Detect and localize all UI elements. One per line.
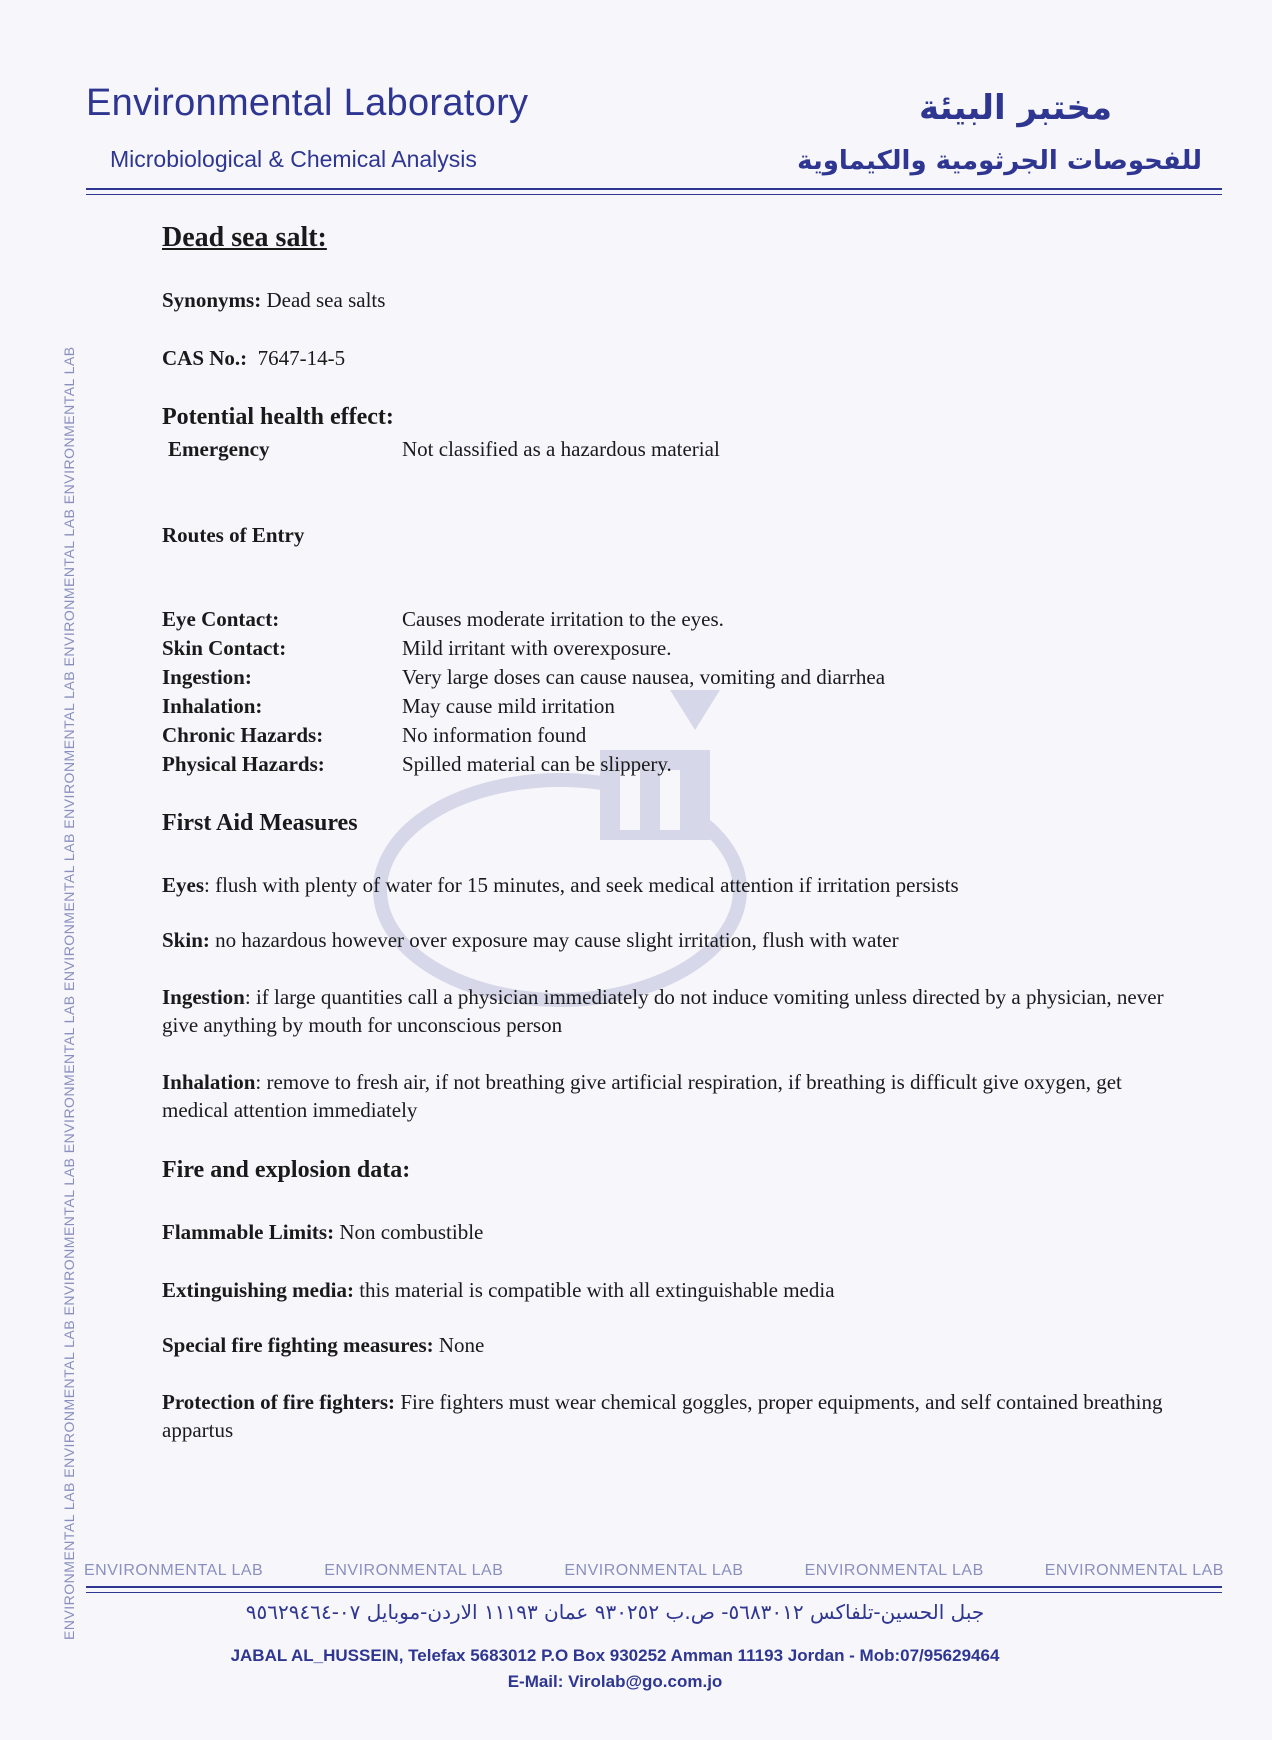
synonyms-line <box>162 288 385 313</box>
header-rule-thin <box>86 194 1222 195</box>
routes-heading: Routes of Entry <box>162 523 305 547</box>
fire-item <box>162 1331 1172 1359</box>
emergency-label: Emergency <box>168 437 270 461</box>
fire-value: Non combustible <box>339 1220 484 1244</box>
first-aid-item <box>162 1068 1172 1124</box>
synonyms-label: Synonyms: <box>162 288 262 312</box>
route-label: Skin Contact: <box>162 636 287 660</box>
fire-item <box>162 1276 1172 1304</box>
cas-line <box>162 346 345 371</box>
route-value: Very large doses can cause nausea, vomiting and diarrhea <box>402 665 886 689</box>
footer-watermark-text: ENVIRONMENTAL LAB <box>804 1562 984 1579</box>
emergency-value: Not classified as a hazardous material <box>402 437 720 461</box>
fire-label: Flammable Limits: <box>162 1220 335 1244</box>
fire-value: None <box>438 1333 485 1357</box>
footer-rule-thin <box>86 1592 1222 1593</box>
first-aid-value: remove to fresh air, if not breathing give artificial respiration, if breathing is difficult give oxygen, get medical attention immediately <box>162 1070 1122 1122</box>
route-label: Eye Contact: <box>162 607 280 631</box>
first-aid-value: flush with plenty of water for 15 minutes, and seek medical attention if irritation persists <box>215 873 959 897</box>
first-aid-sep: : <box>244 985 256 1009</box>
route-value: No information found <box>402 723 587 747</box>
footer-address-en: JABAL AL_HUSSEIN, Telefax 5683012 P.O Box 930252 Amman 11193 Jordan - Mob:07/95629464 <box>230 1646 1000 1665</box>
footer-rule <box>86 1586 1222 1588</box>
route-label: Chronic Hazards: <box>162 723 324 747</box>
doc-title: Dead sea salt: <box>162 222 327 253</box>
health-heading: Potential health effect: <box>162 404 394 430</box>
lab-name-en: Environmental Laboratory <box>86 82 529 124</box>
first-aid-heading: First Aid Measures <box>162 810 358 836</box>
fire-item <box>162 1218 1172 1246</box>
first-aid-item <box>162 871 1172 899</box>
footer-watermark-text: ENVIRONMENTAL LAB <box>84 1562 264 1579</box>
route-label: Physical Hazards: <box>162 752 325 776</box>
cas-label: CAS No.: <box>162 346 248 370</box>
first-aid-sep: : <box>255 1070 267 1094</box>
route-value: Mild irritant with overexposure. <box>402 636 672 660</box>
lab-subtitle-ar: للفحوصات الجرثومية والكيماوية <box>797 146 1202 176</box>
footer-watermark-row <box>84 1562 1224 1580</box>
footer-email: E-Mail: Virolab@go.com.jo <box>507 1672 723 1691</box>
first-aid-item <box>162 983 1172 1039</box>
lab-subtitle-en: Microbiological & Chemical Analysis <box>110 146 477 172</box>
sidebar-watermark <box>54 60 84 1640</box>
first-aid-value: no hazardous however over exposure may cause slight irritation, flush with water <box>215 928 899 952</box>
fire-item <box>162 1388 1172 1444</box>
first-aid-item <box>162 926 1172 954</box>
fire-heading: Fire and explosion data: <box>162 1157 411 1183</box>
first-aid-label: Inhalation <box>162 1070 256 1094</box>
first-aid-label: Eyes <box>162 873 204 897</box>
sidebar-watermark-text: ENVIRONMENTAL LAB ENVIRONMENTAL LAB ENVIRONMENTAL LAB ENVIRONMENTAL LAB ENVIRONMENTAL LAB ENVIRONMENTAL LAB ENVIRONMENTAL LAB ENVIRONMENTAL LAB <box>61 346 77 1640</box>
footer-address-ar: جبل الحسين-تلفاكس ٥٦٨٣٠١٢- ص.ب ٩٣٠٢٥٢ عمان ١١١٩٣ الاردن-موبايل ٠٧-٩٥٦٢٩٤٦٤ <box>245 1600 985 1624</box>
fire-value: this material is compatible with all extinguishable media <box>359 1278 835 1302</box>
lab-name-ar: مختبر البيئة <box>919 88 1112 128</box>
route-value: Causes moderate irritation to the eyes. <box>402 607 724 631</box>
fire-label: Special fire fighting measures: <box>162 1333 434 1357</box>
header-rule <box>86 188 1222 190</box>
synonyms-value: Dead sea salts <box>266 288 386 312</box>
fire-label: Protection of fire fighters: <box>162 1390 396 1414</box>
footer-watermark-text: ENVIRONMENTAL LAB <box>1044 1562 1224 1579</box>
cas-value: 7647-14-5 <box>257 346 346 370</box>
route-label: Inhalation: <box>162 694 263 718</box>
footer-watermark-text: ENVIRONMENTAL LAB <box>564 1562 744 1579</box>
fire-value: Fire fighters must wear chemical goggles, proper equipments, and self contained breathing appartus <box>162 1390 1163 1442</box>
first-aid-value: if large quantities call a physician immediately do not induce vomiting unless directed by a physician, never give anything by mouth for unconscious person <box>162 985 1164 1037</box>
first-aid-label: Ingestion <box>162 985 245 1009</box>
first-aid-sep: : <box>204 873 216 897</box>
fire-label: Extinguishing media: <box>162 1278 354 1302</box>
route-value: May cause mild irritation <box>402 694 615 718</box>
route-label: Ingestion: <box>162 665 252 689</box>
first-aid-label: Skin: <box>162 928 210 952</box>
footer-watermark-text: ENVIRONMENTAL LAB <box>324 1562 504 1579</box>
route-value: Spilled material can be slippery. <box>402 752 672 776</box>
